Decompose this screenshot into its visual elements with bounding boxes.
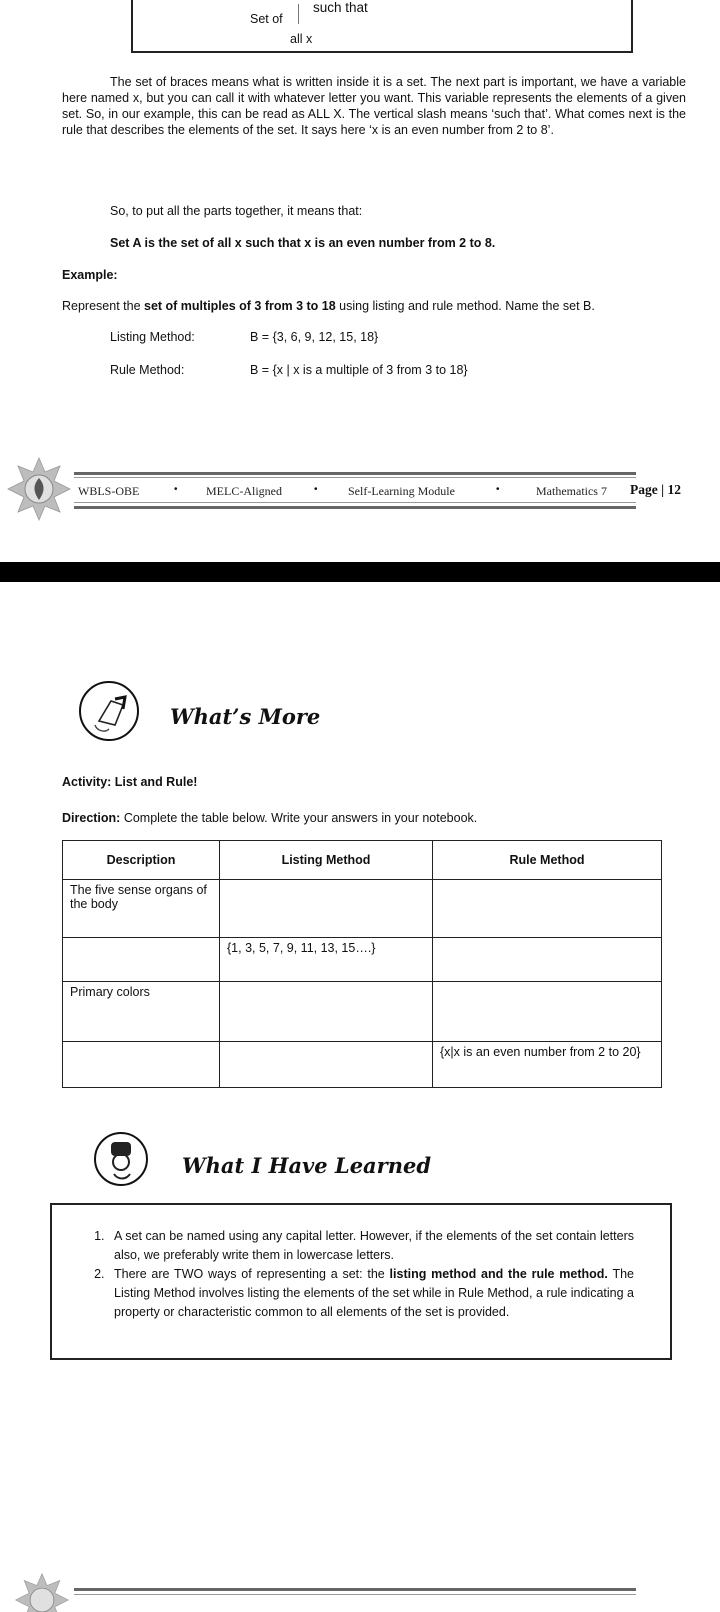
activity-table [62, 840, 662, 1088]
table-cell [433, 938, 662, 982]
table-row [63, 982, 662, 1042]
table-cell: {x|x is an even number from 2 to 20} [433, 1042, 662, 1088]
set-notation-box [131, 0, 633, 53]
listing-method-label: Listing Method: [110, 330, 195, 344]
listing-method-value: B = {3, 6, 9, 12, 15, 18} [250, 330, 379, 344]
whats-more-title: What’s More [170, 704, 321, 729]
school-seal-icon [14, 1572, 70, 1612]
table-cell: {1, 3, 5, 7, 9, 11, 13, 15….} [220, 938, 433, 982]
table-cell [63, 938, 220, 982]
learned-box [50, 1203, 672, 1360]
table-cell [433, 982, 662, 1042]
learned-item-1: 1. A set can be named using any capital letter. However, if the elements of the set contain letters also, we preferably write them in lowercase letters. [108, 1227, 634, 1265]
footer-subject: Mathematics 7 [536, 484, 607, 498]
footer-bottom-rule [74, 506, 636, 509]
table-row [63, 1042, 662, 1088]
rule-method-value: B = {x | x is a multiple of 3 from 3 to 18} [250, 363, 468, 377]
header-listing-method: Listing Method [220, 841, 433, 880]
brace-divider [298, 4, 299, 24]
learned-title: What I Have Learned [182, 1153, 432, 1178]
footer-wbls: WBLS-OBE [78, 484, 140, 498]
footer-page-number: Page | 12 [630, 482, 681, 497]
rule-method-label: Rule Method: [110, 363, 185, 377]
footer-top-thin-rule [74, 1594, 636, 1595]
all-x-label: all x [290, 32, 313, 46]
activity-title: Activity: List and Rule! [62, 775, 198, 789]
footer-bullet: • [496, 484, 500, 495]
header-description: Description [63, 841, 220, 880]
learned-icon [92, 1130, 150, 1188]
direction-text: Direction: Complete the table below. Write your answers in your notebook. [62, 811, 478, 825]
table-row [63, 880, 662, 938]
table-cell [433, 880, 662, 938]
summary-statement: Set A is the set of all x such that x is an even number from 2 to 8. [110, 236, 496, 250]
footer-top-rule [74, 1588, 636, 1591]
table-cell [220, 1042, 433, 1088]
learned-item-2: 2. There are TWO ways of representing a set: the listing method and the rule method. The Listing Method involves listing the elements of the set while in Rule Method, a rule indicating a property or characteristic common to all elements of the set is provided. [108, 1265, 634, 1322]
table-cell: The five sense organs of the body [63, 880, 220, 938]
footer-slm: Self-Learning Module [348, 484, 455, 498]
table-header-row [63, 841, 662, 880]
example-prompt: Represent the set of multiples of 3 from 3 to 18 using listing and rule method. Name the set B. [62, 299, 595, 313]
footer-bullet: • [174, 484, 178, 495]
footer-top-thin-rule [74, 477, 636, 478]
such-that-label: such that [313, 0, 368, 15]
summary-intro: So, to put all the parts together, it means that: [110, 204, 363, 218]
page-break-band [0, 562, 720, 582]
explanation-paragraph: The set of braces means what is written inside it is a set. The next part is important, we have a variable here named x, but you can call it with whatever letter you want. This variable represents the elements of a given set. So, in our example, this can be read as ALL X. The vertical slash means ‘such that’. What comes next is the rule that describes the elements of the set. It says here ‘x is an even number from 2 to 8’. [62, 75, 686, 137]
footer-melc: MELC-Aligned [206, 484, 282, 498]
table-cell: Primary colors [63, 982, 220, 1042]
school-seal-icon [6, 456, 72, 522]
example-label: Example: [62, 268, 118, 282]
header-rule-method: Rule Method [433, 841, 662, 880]
footer-bottom-thin-rule [74, 502, 636, 503]
whats-more-icon [77, 679, 141, 743]
footer-top-rule [74, 472, 636, 475]
table-cell [63, 1042, 220, 1088]
table-row [63, 938, 662, 982]
table-cell [220, 982, 433, 1042]
table-cell [220, 880, 433, 938]
set-of-label: Set of [250, 12, 283, 26]
footer-bullet: • [314, 484, 318, 495]
